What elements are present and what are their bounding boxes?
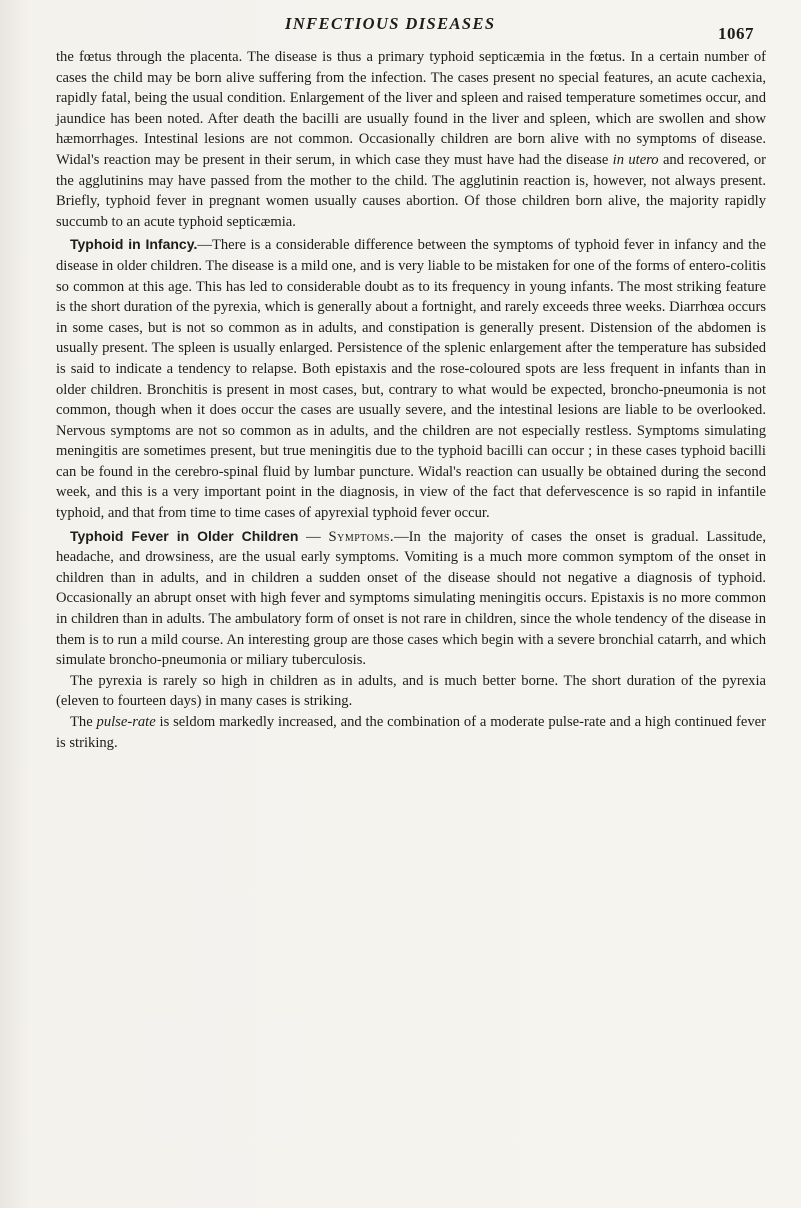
paragraph-older-children	[56, 526, 766, 671]
paragraph-typhoid-in-infancy	[56, 234, 766, 523]
paragraph-pulse-rate	[56, 712, 766, 753]
section-heading-older-children: Typhoid Fever in Older Children	[70, 527, 299, 544]
italic-term: pulse-rate	[96, 714, 156, 730]
italic-term: in utero	[612, 151, 659, 168]
paragraph-text: The	[70, 714, 93, 730]
paragraph-fetal-typhoid	[56, 47, 766, 232]
paragraph-text: and recovered, or the agglutinins may have passed from the mother to the child. The agglutinin reaction is, however, not always present. Briefly, typhoid fever in pregnant women usually causes abortion. Of those children born alive, the majority rapidly succumb to an acute typhoid septicæmia.	[56, 151, 767, 230]
section-heading-infancy: Typhoid in Infancy.	[70, 236, 198, 253]
heading-dash: —	[298, 528, 329, 545]
paragraph-pyrexia	[56, 671, 766, 712]
paragraph-text: —There is a considerable difference between the symptoms of typhoid fever in infancy and the disease in older children. The disease is a mild one, and is very liable to be mistaken for one of the forms of entero-colitis so common at this age. This has led to considerable doubt as to its frequency in young infants. The most striking feature is the short duration of the pyrexia, which is generally about a fortnight, and rarely exceeds three weeks. Diarrhœa occurs in some cases, but is not so common as in adults, and constipation is generally present. Distension of the abdomen is usually present. The spleen is usually enlarged. Persistence of the splenic enlargement after the temperature has subsided is said to indicate a tendency to relapse. Both epistaxis and the rose-coloured spots are less frequent in infants than in older children. Bronchitis is present in most cases, but, contrary to what would be expected, broncho-pneumonia is not common, though when it does occur the cases are usually severe, and the intestinal lesions are liable to be overlooked. Nervous symptoms are not so common as in adults, and the children are not especially restless. Symptoms simulating meningitis are sometimes present, but true meningitis due to the typhoid bacilli can occur ; in these cases typhoid bacilli can be found in the cerebro-spinal fluid by lumbar puncture. Widal's reaction can usually be obtained during the second week, and this is a very important point in the diagnosis, in view of the fact that defervescence is so rapid in infantile typhoid, and that from time to time cases of apyrexial typhoid fever occur.	[56, 237, 767, 522]
paragraph-text: The pyrexia is rarely so high in children as in adults, and is much better borne. The short duration of the pyrexia (eleven to fourteen days) in many cases is striking.	[56, 672, 766, 710]
body-text	[56, 47, 766, 753]
running-head	[0, 10, 801, 43]
subheading-symptoms: Symptoms.	[328, 528, 395, 545]
paragraph-text: the fœtus through the placenta. The disease is thus a primary typhoid septicæmia in the fœtus. In a certain number of cases the child may be born alive suffering from the infection. The cases present no special features, an acute cachexia, rapidly fatal, being the usual condition. Enlargement of the liver and spleen and raised temperature sometimes occur, and jaundice has been noted. After death the bacilli are usually found in the liver and spleen, which are swollen and show hæmorrhages. Intestinal lesions are not common. Occasionally children are born alive with no symptoms of disease. Widal's reaction may be present in their serum, in which case they must have had the disease	[56, 49, 766, 168]
page-number: 1067	[718, 24, 754, 43]
paragraph-text: is seldom markedly increased, and the combination of a moderate pulse-rate and a high continued fever is striking.	[56, 714, 766, 751]
paragraph-text: —In the majority of cases the onset is gradual. Lassitude, headache, and drowsiness, are the usual early symptoms. Vomiting is a much more common symptom of the onset in children than in adults, and in children a sudden onset of the disease should not negative a diagnosis of typhoid. Occasionally an abrupt onset with high fever and symptoms simulating meningitis occurs. Epistaxis is no more common in children than in adults. The ambulatory form of onset is not rare in children, since the whole tendency of the disease in them is to run a mild course. An interesting group are those cases which begin with a severe bronchial catarrh, and which simulate broncho-pneumonia or miliary tuberculosis.	[56, 528, 766, 669]
running-title: INFECTIOUS DISEASES	[285, 14, 496, 33]
